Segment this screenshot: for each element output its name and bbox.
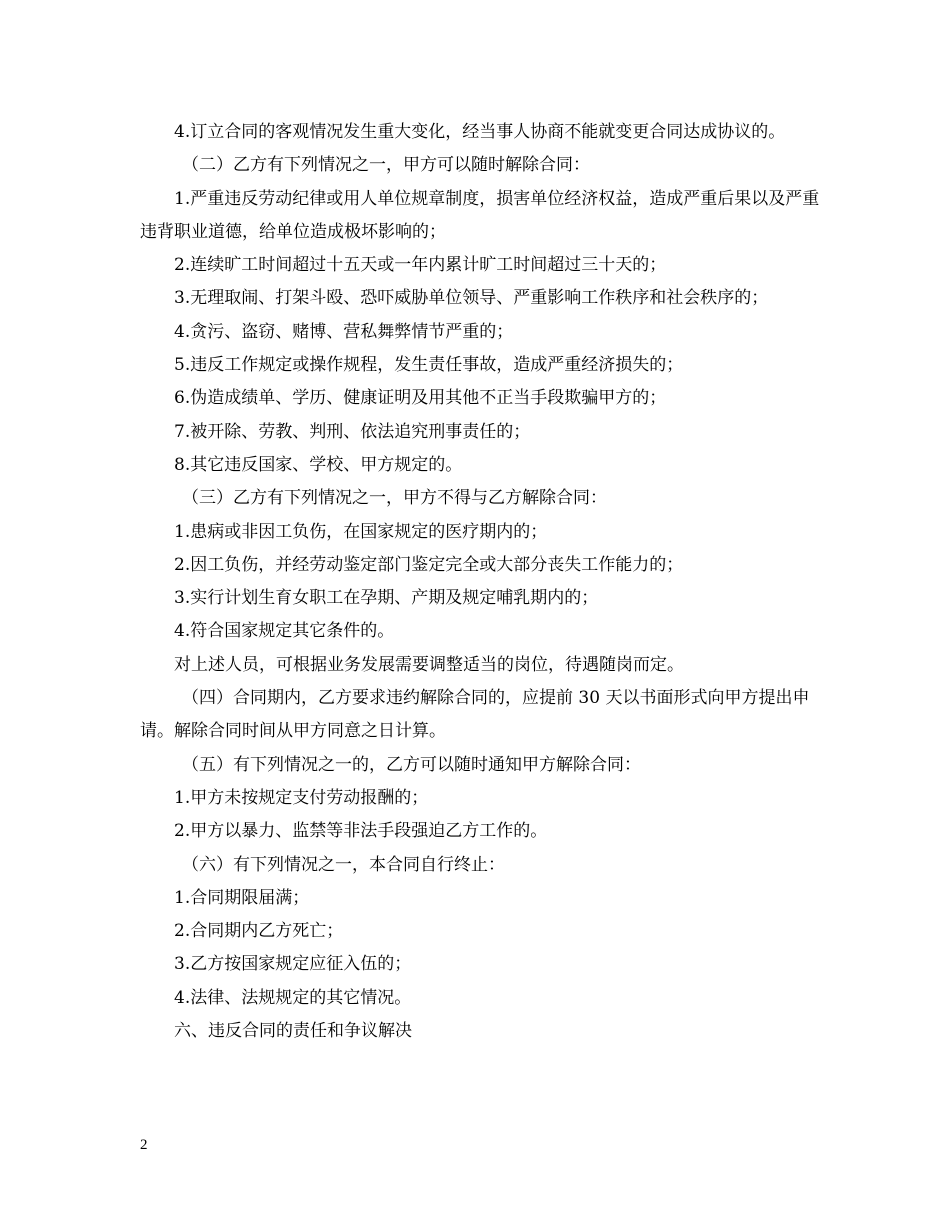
section-6-heading: （六）有下列情况之一，本合同自行终止： bbox=[182, 854, 505, 875]
paragraph-clause-1-unpaid: 1.甲方未按规定支付劳动报酬的； bbox=[174, 787, 429, 808]
paragraph-clause-4-objective-change: 4.订立合同的客观情况发生重大变化，经当事人协商不能就变更合同达成协议的。 bbox=[174, 122, 786, 142]
paragraph-clause-2-absence: 2.连续旷工时间超过十五天或一年内累计旷工时间超过三十天的； bbox=[174, 255, 667, 276]
section-2-heading: （二）乙方有下列情况之一，甲方可以随时解除合同： bbox=[182, 155, 590, 176]
section-4-paragraph: （四）合同期内，乙方要求违约解除合同的，应提前 30 天以书面形式向甲方提出申请。解除合同时间从甲方同意之日计算。 bbox=[140, 688, 810, 742]
paragraph-clause-1-discipline: 1.严重违反劳动纪律或用人单位规章制度，损害单位经济权益，造成严重后果以及严重违背职业道德，给单位造成极坏影响的； bbox=[140, 188, 820, 242]
paragraph-clause-1-illness: 1.患病或非因工负伤，在国家规定的医疗期内的； bbox=[174, 521, 548, 542]
section-3-heading: （三）乙方有下列情况之一，甲方不得与乙方解除合同： bbox=[182, 488, 607, 509]
paragraph-position-adjustment: 对上述人员，可根据业务发展需要调整适当的岗位，待遇随岗而定。 bbox=[174, 654, 684, 675]
paragraph-clause-3-enlistment: 3.乙方按国家规定应征入伍的； bbox=[174, 954, 412, 975]
paragraph-clause-4-other-conditions: 4.符合国家规定其它条件的。 bbox=[174, 621, 395, 642]
paragraph-clause-4-legal: 4.法律、法规规定的其它情况。 bbox=[174, 987, 412, 1008]
paragraph-clause-7-criminal: 7.被开除、劳教、判刑、依法追究刑事责任的； bbox=[174, 421, 531, 442]
chapter-6-heading: 六、违反合同的责任和争议解决 bbox=[174, 1021, 412, 1042]
paragraph-clause-3-maternity: 3.实行计划生育女职工在孕期、产期及规定哺乳期内的； bbox=[174, 588, 599, 609]
section-5-heading: （五）有下列情况之一的，乙方可以随时通知甲方解除合同： bbox=[182, 754, 641, 775]
paragraph-clause-2-death: 2.合同期内乙方死亡； bbox=[174, 921, 344, 942]
paragraph-clause-6-forgery: 6.伪造成绩单、学历、健康证明及用其他不正当手段欺骗甲方的； bbox=[174, 388, 667, 409]
paragraph-clause-4-corruption: 4.贪污、盗窃、赌博、营私舞弊情节严重的； bbox=[174, 321, 514, 342]
page-number: 2 bbox=[140, 1137, 148, 1153]
paragraph-clause-2-forced-labor: 2.甲方以暴力、监禁等非法手段强迫乙方工作的。 bbox=[174, 821, 548, 842]
paragraph-clause-2-injury: 2.因工负伤，并经劳动鉴定部门鉴定完全或大部分丧失工作能力的； bbox=[174, 554, 684, 575]
document-body bbox=[140, 116, 820, 1048]
paragraph-clause-8-other: 8.其它违反国家、学校、甲方规定的。 bbox=[174, 454, 463, 475]
paragraph-clause-3-disorder: 3.无理取闹、打架斗殴、恐吓威胁单位领导、严重影响工作秩序和社会秩序的； bbox=[174, 288, 769, 309]
paragraph-clause-5-accident: 5.违反工作规定或操作规程，发生责任事故，造成严重经济损失的； bbox=[174, 355, 684, 376]
paragraph-clause-1-expiry: 1.合同期限届满； bbox=[174, 887, 310, 908]
